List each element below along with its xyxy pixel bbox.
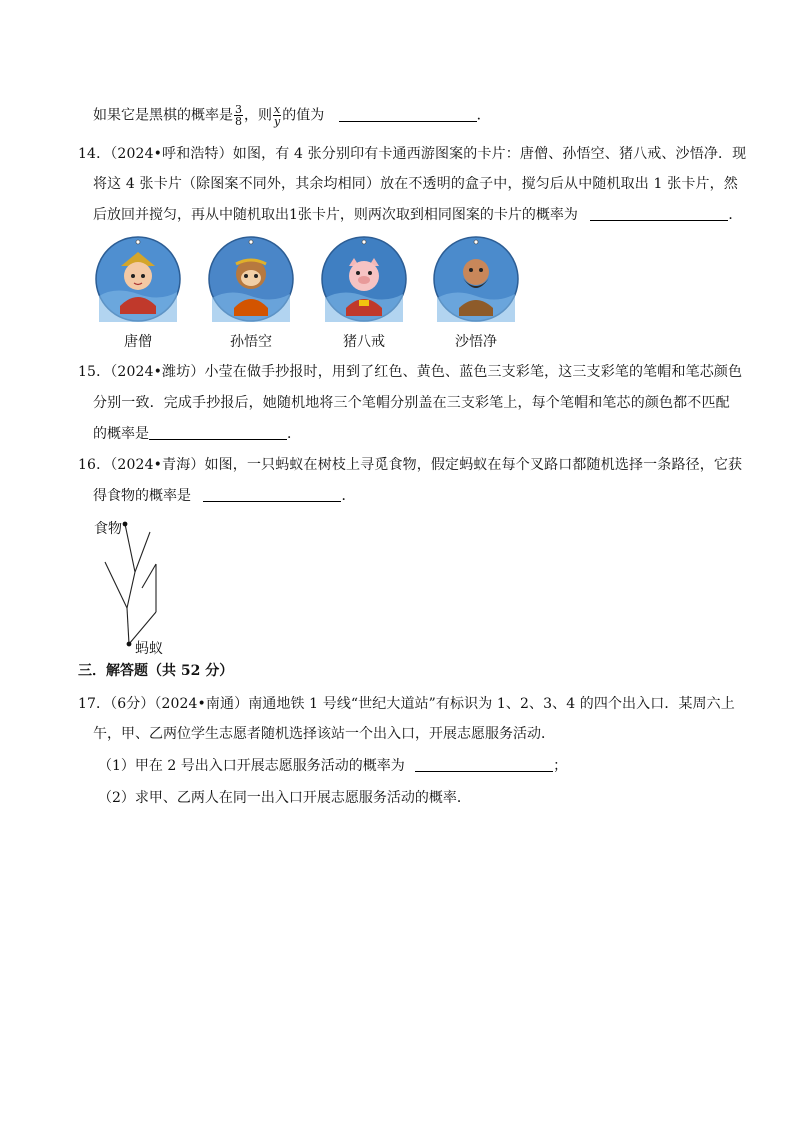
q14-line-1: 14．（2024•呼和浩特）如图，有 4 张分别印有卡通西游图案的卡片：唐僧、孙悟空、猪八戒、沙悟净．现 [78,146,747,162]
q17-line-1: 17．（6分）（2024•南通）南通地铁 1 号线“世纪大道站”有标识为 1、2、3、4 的四个出入口．某周六上 [78,696,735,712]
q13-suffix: 的值为 [282,107,325,124]
q16-answer-blank[interactable] [203,486,341,502]
shawujing-icon [433,236,519,322]
q14-line-2: 将这 4 张卡片（除图案不同外，其余均相同）放在不透明的盒子中，搅匀后从中随机取出 1 张卡片，然 [93,176,738,192]
card-tangseng [95,236,181,322]
q15-line-1: 15．（2024•潍坊）小莹在做手抄报时，用到了红色、黄色、蓝色三支彩笔，这三支彩笔的笔帽和笔芯颜色 [78,364,743,380]
label-food: 食物 [94,521,122,537]
q13-prefix: 如果它是黑棋的概率是 [93,107,233,124]
q13-fraction-3-8: $\frac{3}{8}$ [235,103,242,128]
card-label-tangseng: 唐僧 [124,334,152,350]
zhubajie-icon [321,236,407,322]
q15-line-3: 的概率是 ． [93,426,301,442]
q13-answer-blank[interactable] [339,106,477,122]
q14-line-3: 后放回并搅匀，再从中随机取出1张卡片，则两次取到相同图案的卡片的概率为 ． [93,207,743,223]
q16-line-1: 16．（2024•青海）如图，一只蚂蚁在树枝上寻觅食物，假定蚂蚁在每个叉路口都随机选择一条路径，它获 [78,457,743,473]
q13-middle: ，则 [244,107,272,124]
tangseng-icon [95,236,181,322]
label-ant: 蚂蚁 [135,641,163,657]
card-label-zhubajie: 猪八戒 [343,334,385,350]
q17-line-2: 午，甲、乙两位学生志愿者随机选择该站一个出入口，开展志愿服务活动． [93,726,555,742]
q15-line-2: 分别一致．完成手抄报后，她随机地将三个笔帽分别盖在三支彩笔上，每个笔帽和笔芯的颜色都不匹配 [93,395,730,411]
ant-tree-diagram [92,512,182,662]
card-label-sunwukong: 孙悟空 [230,334,272,350]
q17-sub-1: （1）甲在 2 号出入口开展志愿服务活动的概率为 ； [98,758,568,774]
card-sunwukong [208,236,294,322]
q14-answer-blank[interactable] [590,205,728,221]
q13-fraction-x-y: $\frac{x}{y}$ [274,103,281,128]
sunwukong-icon [208,236,294,322]
q15-answer-blank[interactable] [149,424,287,440]
q17-1-answer-blank[interactable] [415,756,553,772]
q16-line-2: 得食物的概率是 ． [93,488,356,504]
q17-sub-2: （2）求甲、乙两人在同一出入口开展志愿服务活动的概率． [98,790,471,806]
q13-tail-line: 如果它是黑棋的概率是 $\frac{3}{8}$ ，则 $\frac{x}{y}$ 的值为 ． [93,103,491,128]
card-shawujing [433,236,519,322]
card-zhubajie [321,236,407,322]
section-3-title: 三．解答题（共 52 分） [78,663,234,679]
card-label-shawujing: 沙悟净 [455,334,497,350]
